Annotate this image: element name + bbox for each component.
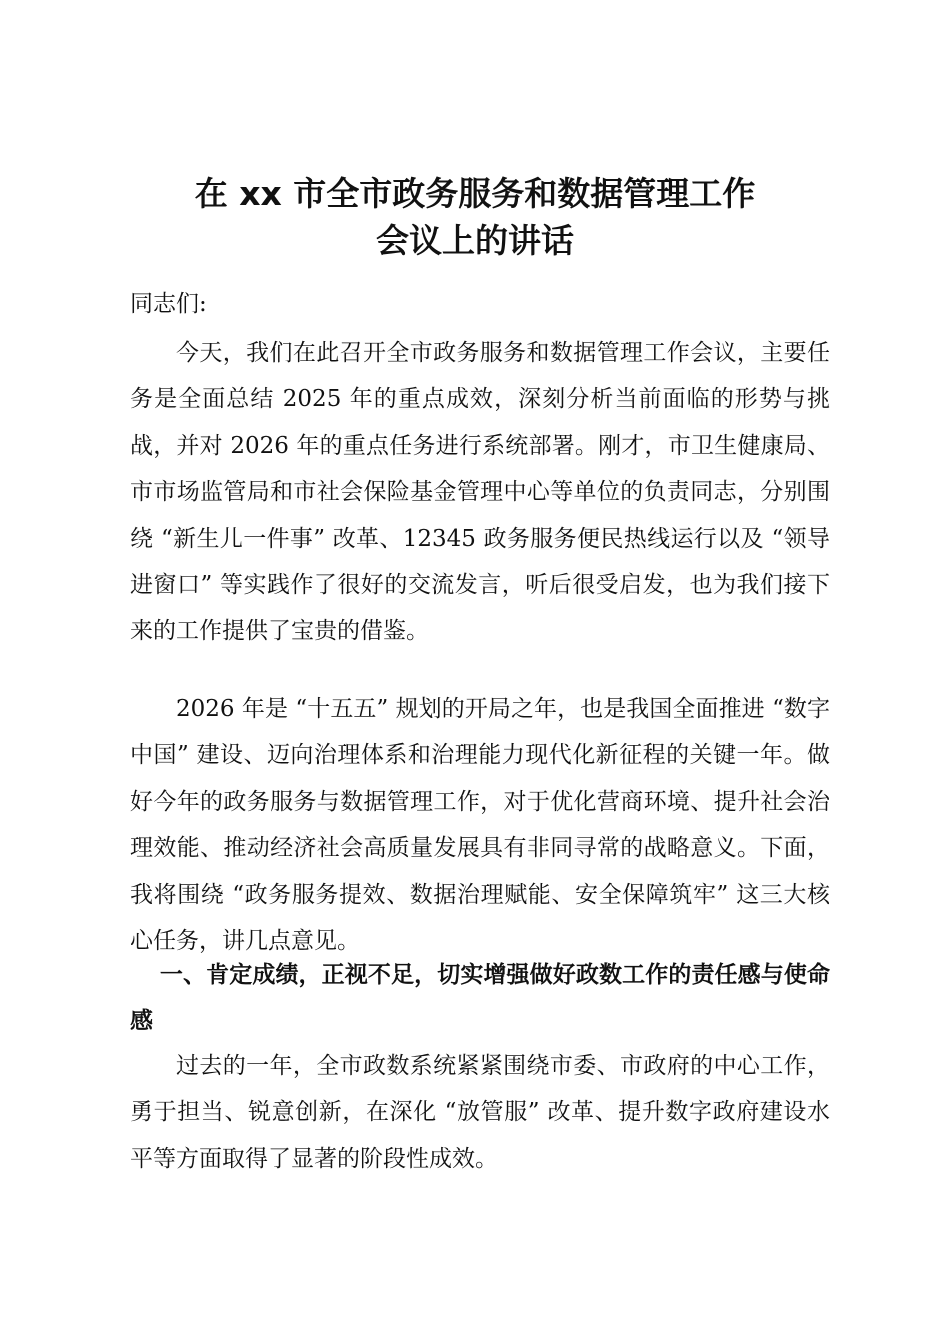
paragraph-context: 2026 年是 “十五五” 规划的开局之年，也是我国全面推进 “数字中国” 建设、迈向治理体系和治理能力现代化新征程的关键一年。做好今年的政务服务与数据管理工作，对于优化营商环境、提升社会治理效能、推动经济社会高质量发展具有非同寻常的战略意义。下面，我将围绕 “政务服务提效、数据治理赋能、安全保障筑牢” 这三大核心任务，讲几点意见。: [130, 696, 830, 955]
speech-title-line-2: 会议上的讲话: [376, 221, 574, 260]
paragraph-opening: 今天，我们在此召开全市政务服务和数据管理工作会议，主要任务是全面总结 2025 年的重点成效，深刻分析当前面临的形势与挑战，并对 2026 年的重点任务进行系统部署。刚才，市卫生健康局、市市场监管局和市社会保险基金管理中心等单位的负责同志，分别围绕 “新生儿一件事” 改革、12345 政务服务便民热线运行以及 “领导进窗口” 等实践作了很好的交流发言，听后很受启发，也为我们接下来的工作提供了宝贵的借鉴。: [130, 340, 830, 645]
paragraph-section-1: 过去的一年，全市政数系统紧紧围绕市委、市政府的中心工作，勇于担当、锐意创新，在深化 “放管服” 改革、提升数字政府建设水平等方面取得了显著的阶段性成效。: [130, 1053, 830, 1172]
speech-title-line-1: 在 xx 市全市政务服务和数据管理工作: [194, 174, 756, 213]
section-heading-1: 一、肯定成绩，正视不足，切实增强做好政数工作的责任感与使命感: [130, 962, 830, 1035]
salutation: 同志们:: [130, 291, 207, 317]
